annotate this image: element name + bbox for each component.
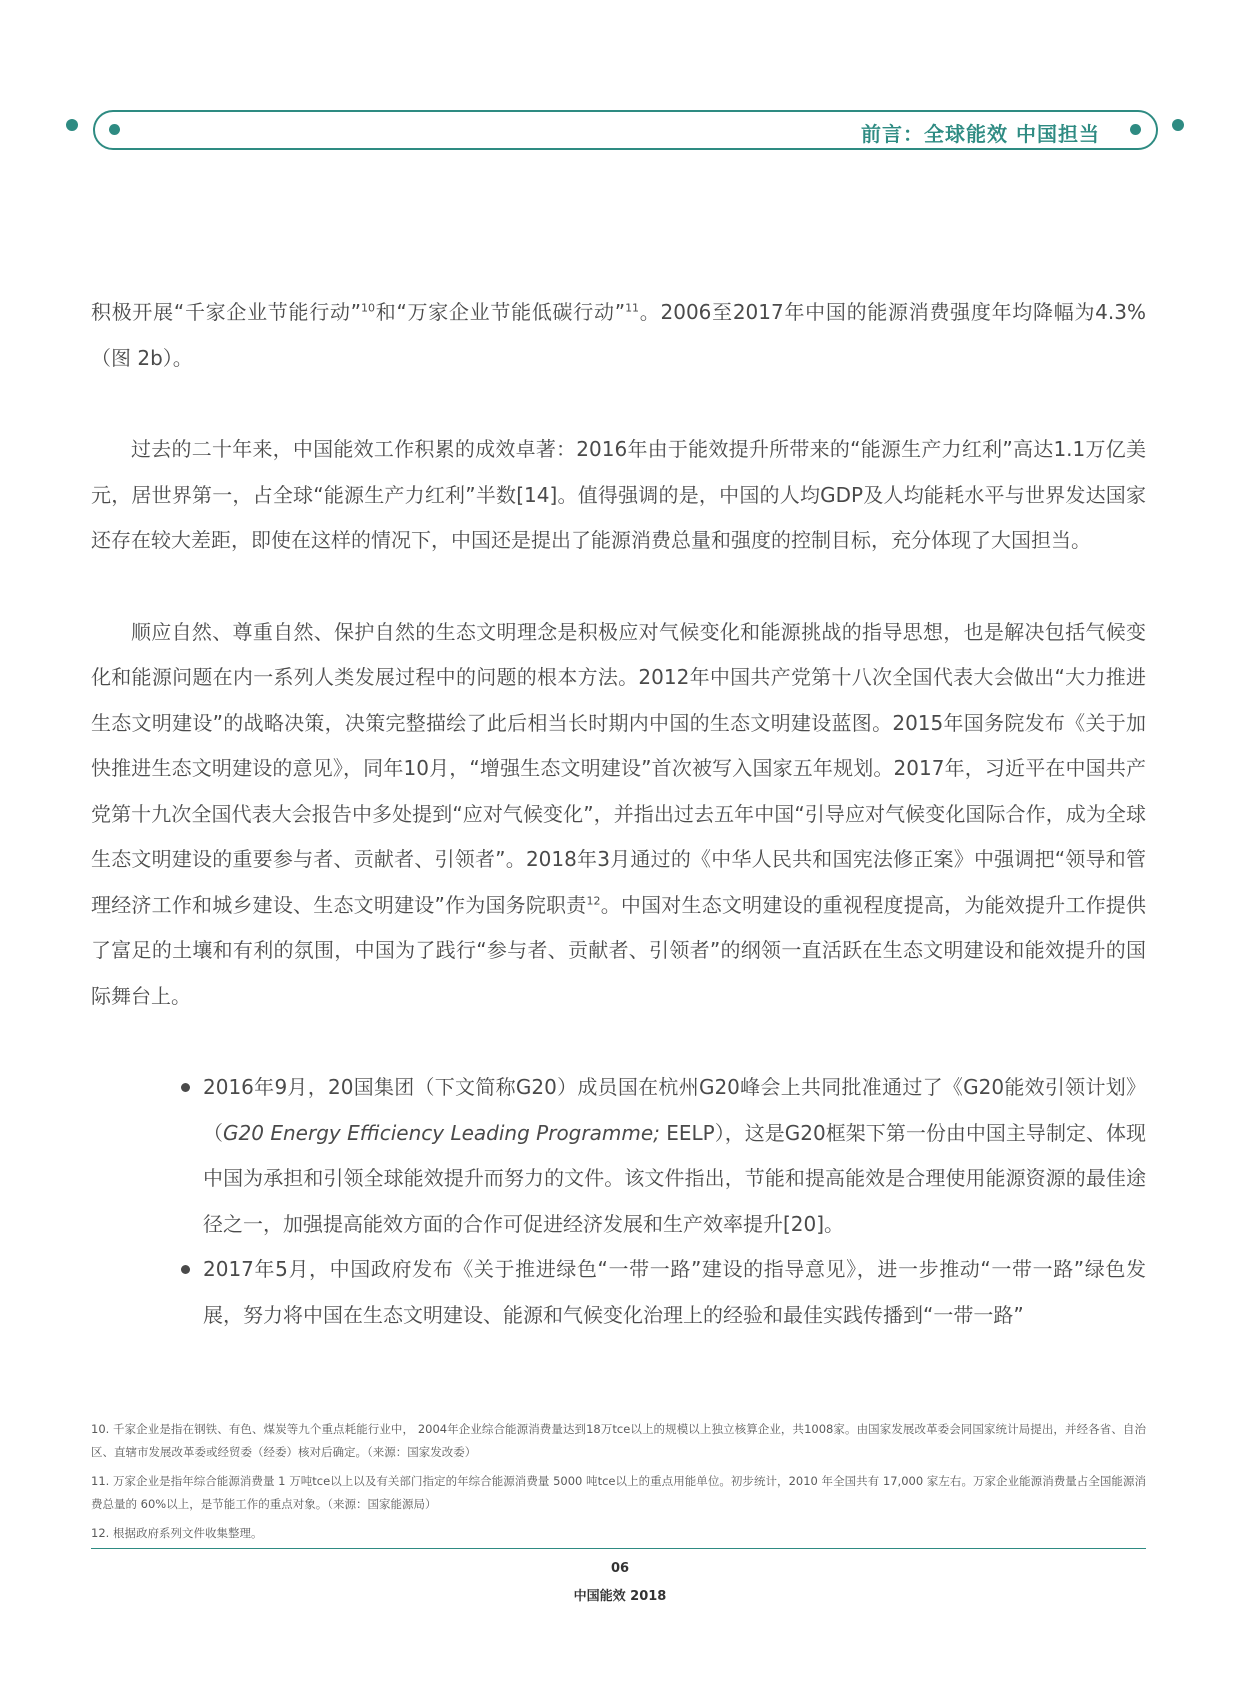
paragraph-1 [91,290,1146,381]
footnotes [91,1418,1146,1551]
footnote-ref-10[interactable]: 10 [361,301,376,315]
header-title: 前言：全球能效 中国担当 [861,122,1100,146]
footnote-10: 10. 千家企业是指在钢铁、有色、煤炭等九个重点耗能行业中， 2004年企业综合能源消费量达到18万tce以上的规模以上独立核算企业，共1008家。由国家发展改革委会同国家统计局提出，并经各省、自治区、直辖市发展改革委或经贸委（经委）核对后确定。（来源：国家发改委） [91,1422,1146,1459]
header-dot-right-inner [1130,124,1141,135]
p1-text-a: 积极开展“千家企业节能行动” [91,300,362,324]
paragraph-3 [91,610,1146,1020]
bullet-1-text-a: 2016年9月，20国集团（下文简称G20）成员国在杭州G20峰会上共同批准通过了《G20能效引领计划》（ [203,1075,1146,1145]
page-number: 06 [610,1561,630,1576]
header-dot-right-outer [1172,119,1184,131]
footnote-12: 12. 根据政府系列文件收集整理。 [91,1526,263,1540]
bullet-2-text: 2017年5月，中国政府发布《关于推进绿色“一带一路”建设的指导意见》，进一步推动“一带一路”绿色发展，努力将中国在生态文明建设、能源和气候变化治理上的经验和最佳实践传播到“一带一路” [203,1257,1146,1327]
paragraph-2: 过去的二十年来，中国能效工作积累的成效卓著：2016年由于能效提升所带来的“能源生产力红利”高达1.1万亿美元，居世界第一，占全球“能源生产力红利”半数[14]。值得强调的是，中国的人均GDP及人均能耗水平与世界发达国家还存在较大差距，即使在这样的情况下，中国还是提出了能源消费总量和强度的控制目标，充分体现了大国担当。 [91,437,1146,552]
main-content [91,290,1146,1338]
bullet-item [203,1065,1146,1247]
bullet-dot-icon [181,1083,190,1092]
footnote-ref-11[interactable]: 11 [625,301,640,315]
bullet-1-text-b: EELP），这是G20框架下第一份由中国主导制定、体现中国为承担和引领全球能效提升而努力的文件。该文件指出，节能和提高能效是合理使用能源资源的最佳途径之一，加强提高能效方面的合作可促进经济发展和生产效率提升[20]。 [203,1120,1147,1236]
bullet-1-italic: G20 Energy Efficiency Leading Programme; [223,1120,660,1145]
footer-divider [91,1548,1146,1549]
bullet-dot-icon [181,1265,190,1274]
header-dot-left-inner [109,124,120,135]
p3-text-a: 顺应自然、尊重自然、保护自然的生态文明理念是积极应对气候变化和能源挑战的指导思想，也是解决包括气候变化和能源问题在内一系列人类发展过程中的问题的根本方法。2012年中国共产党第十八次全国代表大会做出“大力推进生态文明建设”的战略决策，决策完整描绘了此后相当长时期内中国的生态文明建设蓝图。2015年国务院发布《关于加快推进生态文明建设的意见》，同年10月，“增强生态文明建设”首次被写入国家五年规划。2017年，习近平在中国共产党第十九次全国代表大会报告中多处提到“应对气候变化”，并指出过去五年中国“引导应对气候变化国际合作，成为全球生态文明建设的重要参与者、贡献者、引领者”。2018年3月通过的《中华人民共和国宪法修正案》中强调把“领导和管理经济工作和城乡建设、生态文明建设”作为国务院职责 [91,619,1146,917]
bullet-item [203,1247,1146,1338]
p1-text-c: 。2006至2017年中国的能源消费强度年均降幅为4.3%（图 2b）。 [91,300,1146,370]
header-dot-left-outer [66,119,78,131]
page-header [0,0,1240,170]
footnote-11: 11. 万家企业是指年综合能源消费量 1 万吨tce以上以及有关部门指定的年综合能源消费量 5000 吨tce以上的重点用能单位。初步统计，2010 年全国共有 17,000 家左右。万家企业能源消费量占全国能源消费总量的 60%以上，是节能工作的重点对象。（来源：国家能源局） [91,1474,1146,1511]
publication-title: 中国能效 2018 [573,1589,667,1604]
footnote-ref-12[interactable]: 12 [586,893,601,907]
p1-text-b: 和“万家企业节能低碳行动” [375,300,626,324]
p3-text-b: 。中国对生态文明建设的重视程度提高，为能效提升工作提供了富足的土壤和有利的氛围，中国为了践行“参与者、贡献者、引领者”的纲领一直活跃在生态文明建设和能效提升的国际舞台上。 [91,892,1147,1008]
bullet-list [91,1065,1146,1338]
